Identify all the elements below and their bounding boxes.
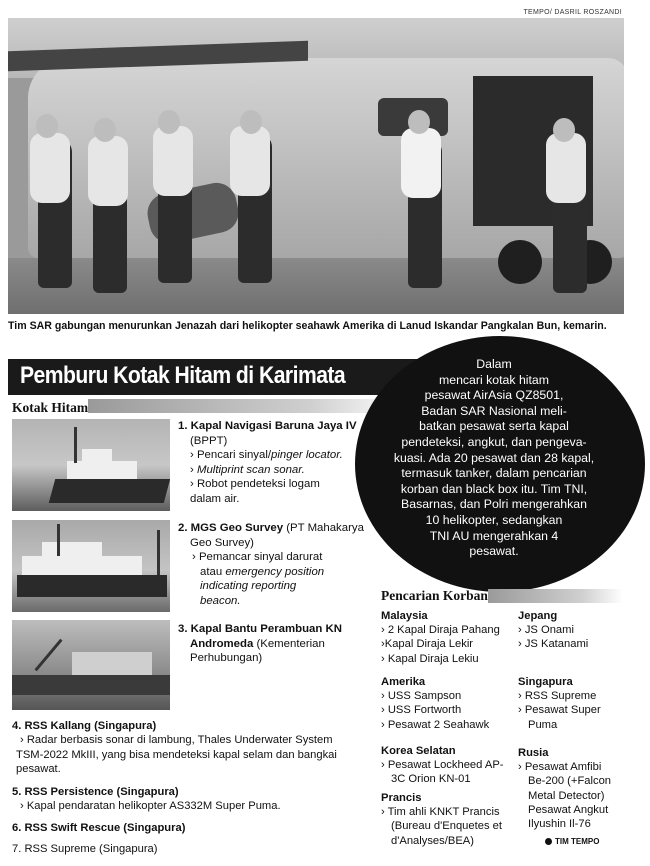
country-korea-selatan: Korea Selatan › Pesawat Lockheed AP- 3C Orion KN-01 (381, 745, 504, 786)
rss-item-7: 7. RSS Supreme (Singapura) (12, 843, 158, 855)
country-prancis: Prancis › Tim ahli KNKT Prancis (Bureau d'Enquetes et d'Analyses/BEA) (381, 792, 502, 847)
photo-credit: TEMPO/ DASRIL ROSZANDI (523, 9, 622, 16)
country-malaysia: Malaysia › 2 Kapal Diraja Pahang ›Kapal Diraja Lekir › Kapal Diraja Lekiu (381, 610, 500, 665)
summary-text: Dalam mencari kotak hitam pesawat AirAsia QZ8501, Badan SAR Nasional meli- batkan pesawat serta kapal pendeteksi, angkut, dan pengeva- kuasi. Ada 20 pesawat dan 28 kapal, termasuk tanker, dalam pencarian korban dan black box itu. Tim TNI, Basarnas, dan Polri mengerahkan 10 helikopter, sedangkan TNI AU mengerahkan 4 pesawat. (393, 357, 595, 559)
author-signature: TIM TEMPO (545, 837, 599, 846)
rss-item-6: 6. RSS Swift Rescue (Singapura) (12, 822, 186, 834)
country-rusia: Rusia › Pesawat Amfibi Be-200 (+Falcon Metal Detector) Pesawat Angkut Ilyushin Il-76 (518, 747, 612, 831)
country-amerika: Amerika › USS Sampson › USS Fortworth › Pesawat 2 Seahawk (381, 676, 490, 731)
country-jepang: Jepang › JS Onami › JS Katanami (518, 610, 589, 651)
ship-item-3: 3. Kapal Bantu Perambuan KN Andromeda (Kementerian Perhubungan) (178, 623, 342, 665)
section-heading-kotak-hitam: Kotak Hitam (12, 400, 89, 415)
ship-item-2: 2. MGS Geo Survey (PT Mahakarya Geo Survey) › Pemancar sinyal darurat atau emergency position indicating reporting beacon. (178, 522, 364, 607)
news-photo-helicopter (8, 18, 624, 314)
rss-item-5: 5. RSS Persistence (Singapura) › Kapal pendaratan helikopter AS332M Super Puma. (12, 786, 281, 813)
section-rule-pencarian (488, 589, 623, 603)
headline: Pemburu Kotak Hitam di Karimata (20, 362, 346, 389)
rss-item-4: 4. RSS Kallang (Singapura) › Radar berbasis sonar di lambung, Thales Underwater System TSM-2022 MkIII, yang bisa mendeteksi kapal selam dan bangkai pesawat. (12, 720, 337, 776)
ship-photo-andromeda (12, 620, 170, 710)
ship-photo-geo-survey (12, 520, 170, 612)
section-heading-pencarian: Pencarian Korban (381, 588, 488, 603)
ship-photo-baruna-jaya (12, 419, 170, 511)
ship-item-1: 1. Kapal Navigasi Baruna Jaya IV (BPPT) › Pencari sinyal/pinger locator. › Multiprint scan sonar. › Robot pendeteksi logam dalam air. (178, 420, 357, 505)
country-singapura: Singapura › RSS Supreme › Pesawat Super Puma (518, 676, 601, 731)
photo-caption: Tim SAR gabungan menurunkan Jenazah dari helikopter seahawk Amerika di Lanud Iskandar Pangkalan Bun, kemarin. (8, 320, 607, 332)
section-rule (88, 399, 408, 413)
